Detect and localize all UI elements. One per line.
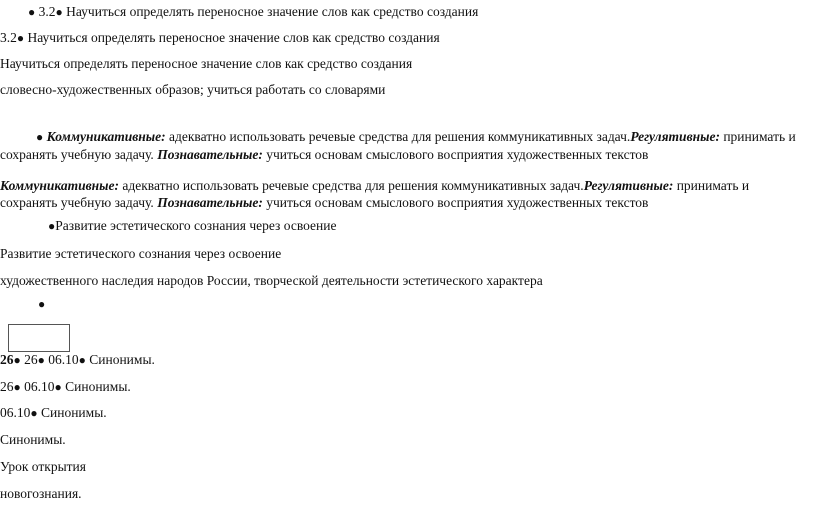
lesson-date: 06.10 <box>24 379 55 394</box>
uud-bulleted-paragraph <box>0 128 800 163</box>
regulative-text: принимать и сохранять учебную задачу. <box>0 178 750 210</box>
bullet-icon: ● <box>38 297 46 311</box>
objective-title-line1: Научиться определять переносное значение слов как средство создания <box>0 56 413 71</box>
bullet-icon: ● <box>37 353 45 367</box>
communicative-text: адекватно использовать речевые средства для решения коммуникативных задач. <box>169 129 631 144</box>
communicative-label: Коммуникативные: <box>0 178 120 193</box>
bullet-icon: ● <box>36 130 44 144</box>
objective-number: 3.2 <box>38 4 56 19</box>
lesson-date: 06.10 <box>0 405 31 420</box>
personal-bulleted-line <box>48 218 336 234</box>
personal-title: Развитие эстетического сознания через освоение <box>55 218 337 233</box>
lesson-date: 06.10 <box>48 352 79 367</box>
lesson-number: 26 <box>24 352 38 367</box>
personal-line1: Развитие эстетического сознания через освоение <box>0 246 282 261</box>
lesson-type-line2: новогознания. <box>0 486 82 501</box>
bullet-icon: ● <box>16 31 25 45</box>
objective-bulleted-line <box>28 4 478 20</box>
bullet-icon: ● <box>78 353 86 367</box>
lesson-bulleted-line <box>0 352 155 368</box>
uud-paragraph <box>0 177 800 211</box>
empty-cell-box <box>8 324 70 352</box>
objective-number: 3.2 <box>0 30 17 45</box>
bullet-icon: ● <box>28 5 36 19</box>
bullet-icon: ● <box>30 406 38 420</box>
lesson-number: 26 <box>0 352 14 367</box>
regulative-label: Регулятивные: <box>630 129 720 144</box>
lesson-topic-line: Синонимы. <box>0 432 66 447</box>
lesson-line <box>0 379 131 395</box>
cognitive-label: Познавательные: <box>157 147 263 162</box>
objective-line <box>0 30 440 46</box>
regulative-text: принимать и сохранять учебную задачу. <box>0 129 796 162</box>
regulative-label: Регулятивные: <box>583 178 674 193</box>
objective-title: Научиться определять переносное значение слов как средство создания <box>27 30 440 45</box>
lesson-number: 26 <box>0 379 14 394</box>
cognitive-text: учиться основам смыслового восприятия художественных текстов <box>266 147 649 162</box>
communicative-label: Коммуникативные: <box>46 129 166 144</box>
bullet-icon: ● <box>13 380 21 394</box>
lesson-type-line1: Урок открытия <box>0 459 86 474</box>
cognitive-label: Познавательные: <box>157 195 263 210</box>
lesson-topic: Синонимы. <box>89 352 155 367</box>
empty-bullet-line <box>38 296 45 312</box>
objective-title-line2: словесно-художественных образов; учиться работать со словарями <box>0 82 386 97</box>
cognitive-text: учиться основам смыслового восприятия художественных текстов <box>266 195 649 210</box>
bullet-icon: ● <box>54 380 62 394</box>
objective-title: Научиться определять переносное значение слов как средство создания <box>66 4 479 19</box>
lesson-topic: Синонимы. <box>41 405 107 420</box>
lesson-topic: Синонимы. <box>65 379 131 394</box>
bullet-icon: ● <box>55 5 63 19</box>
bullet-icon: ● <box>48 219 56 233</box>
personal-line2: художественного наследия народов России, творческой деятельности эстетического характера <box>0 273 543 288</box>
lesson-date-line <box>0 405 107 421</box>
communicative-text: адекватно использовать речевые средства для решения коммуникативных задач. <box>122 178 584 193</box>
bullet-icon: ● <box>13 353 21 367</box>
